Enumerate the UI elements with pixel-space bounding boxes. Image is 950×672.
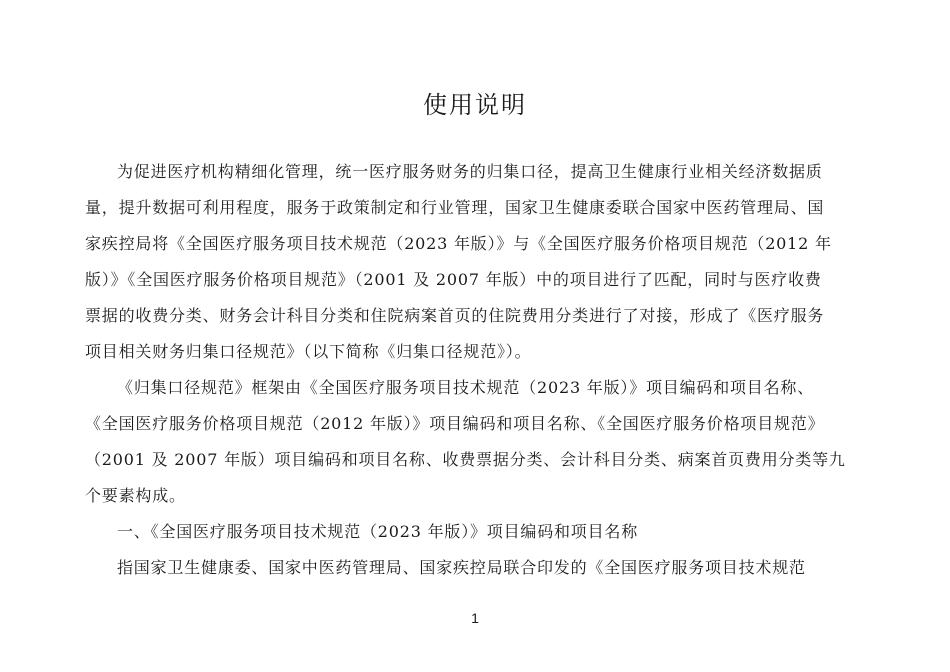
- body-line: 家疾控局将《全国医疗服务项目技术规范（2023 年版）》与《全国医疗服务价格项目规范（2012 年: [85, 234, 832, 253]
- body-line: （2001 及 2007 年版）项目编码和项目名称、收费票据分类、会计科目分类、病案首页费用分类等九: [85, 450, 846, 469]
- section-heading: 一、《全国医疗服务项目技术规范（2023 年版）》项目编码和项目名称: [117, 522, 639, 541]
- body-line: 版）》《全国医疗服务价格项目规范》（2001 及 2007 年版）中的项目进行了匹配，同时与医疗收费: [85, 270, 822, 289]
- body-line: 《归集口径规范》框架由《全国医疗服务项目技术规范（2023 年版）》项目编码和项目名称、: [117, 378, 815, 397]
- body-line: 指国家卫生健康委、国家中医药管理局、国家疾控局联合印发的《全国医疗服务项目技术规范: [117, 558, 806, 577]
- body-line: 项目相关财务归集口径规范》（以下简称《归集口径规范》）。: [85, 342, 532, 361]
- page-number: 1: [471, 610, 479, 626]
- body-line: 票据的收费分类、财务会计科目分类和住院病案首页的住院费用分类进行了对接，形成了《医疗服务: [85, 306, 825, 325]
- body-line: 个要素构成。: [85, 486, 186, 505]
- body-line: 量，提升数据可利用程度，服务于政策制定和行业管理，国家卫生健康委联合国家中医药管理局、国: [85, 198, 825, 217]
- body-line: 《全国医疗服务价格项目规范（2012 年版）》项目编码和项目名称、《全国医疗服务价格项目规范》: [85, 414, 825, 433]
- body-line: 为促进医疗机构精细化管理，统一医疗服务财务的归集口径，提高卫生健康行业相关经济数据质: [117, 162, 823, 181]
- page-title: 使用说明: [423, 91, 527, 119]
